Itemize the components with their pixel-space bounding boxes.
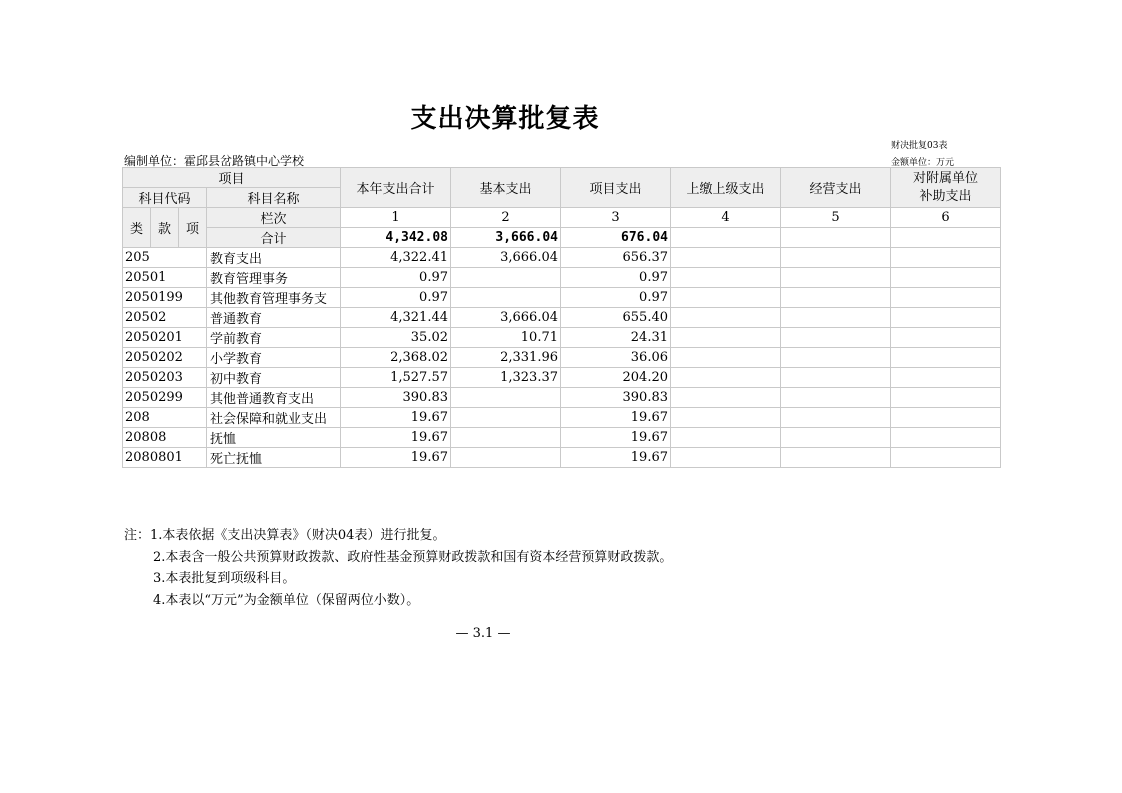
cell-business: [781, 328, 891, 348]
page-number: — 3.1 —: [455, 626, 511, 641]
cell-basic: [451, 268, 561, 288]
table-row: [123, 368, 1001, 388]
header-business: 经营支出: [781, 168, 891, 208]
cell-name: 学前教育: [207, 328, 341, 348]
cell-code: 2050299: [123, 388, 207, 408]
col-number: 1: [341, 208, 451, 228]
total-subsidy: [891, 228, 1001, 248]
totals-row: [123, 228, 1001, 248]
cell-upper: [671, 268, 781, 288]
cell-code: 2050199: [123, 288, 207, 308]
cell-subsidy: [891, 348, 1001, 368]
cell-code: 20502: [123, 308, 207, 328]
cell-code: 205: [123, 248, 207, 268]
cell-name: 其他普通教育支出: [207, 388, 341, 408]
total-amount: 4,342.08: [341, 228, 451, 248]
header-total: 本年支出合计: [341, 168, 451, 208]
note-1: 注：1.本表依据《支出决算表》（财决04表）进行批复。: [124, 528, 446, 543]
cell-project: 0.97: [561, 268, 671, 288]
note-3: 3.本表批复到项级科目。: [153, 571, 296, 586]
cell-name: 抚恤: [207, 428, 341, 448]
cell-project: 655.40: [561, 308, 671, 328]
col-number: 6: [891, 208, 1001, 228]
cell-code: 208: [123, 408, 207, 428]
cell-name: 教育支出: [207, 248, 341, 268]
header-item: 项目: [123, 168, 341, 188]
header-project: 项目支出: [561, 168, 671, 208]
cell-code: 20501: [123, 268, 207, 288]
cell-basic: [451, 428, 561, 448]
cell-subsidy: [891, 388, 1001, 408]
header-upper: 上缴上级支出: [671, 168, 781, 208]
cell-project: 24.31: [561, 328, 671, 348]
cell-subsidy: [891, 428, 1001, 448]
cell-name: 社会保障和就业支出: [207, 408, 341, 428]
cell-upper: [671, 348, 781, 368]
cell-project: 19.67: [561, 408, 671, 428]
cell-name: 死亡抚恤: [207, 448, 341, 468]
cell-basic: [451, 288, 561, 308]
cell-business: [781, 368, 891, 388]
cell-upper: [671, 448, 781, 468]
cell-total: 0.97: [341, 288, 451, 308]
cell-basic: 3,666.04: [451, 308, 561, 328]
header-code: 科目代码: [123, 188, 207, 208]
cell-basic: 10.71: [451, 328, 561, 348]
cell-project: 0.97: [561, 288, 671, 308]
table-row: [123, 288, 1001, 308]
cell-basic: [451, 388, 561, 408]
cell-upper: [671, 388, 781, 408]
cell-total: 4,321.44: [341, 308, 451, 328]
form-number: 财决批复03表: [891, 141, 948, 151]
cell-business: [781, 288, 891, 308]
cell-project: 19.67: [561, 428, 671, 448]
cell-total: 1,527.57: [341, 368, 451, 388]
cell-subsidy: [891, 368, 1001, 388]
cell-business: [781, 308, 891, 328]
table-row: [123, 348, 1001, 368]
cell-business: [781, 248, 891, 268]
cell-code: 2050203: [123, 368, 207, 388]
header-kuan: 款: [151, 208, 179, 248]
notes: [124, 525, 672, 611]
note-4: 4.本表以“万元”为金额单位（保留两位小数）。: [153, 592, 420, 608]
report-title: 支出决算批复表: [410, 104, 600, 134]
header-subsidy-line1: 对附属单位: [912, 170, 978, 186]
cell-upper: [671, 288, 781, 308]
cell-total: 2,368.02: [341, 348, 451, 368]
table-row: [123, 448, 1001, 468]
cell-total: 19.67: [341, 448, 451, 468]
cell-upper: [671, 428, 781, 448]
header-basic: 基本支出: [451, 168, 561, 208]
header-name: 科目名称: [207, 188, 341, 208]
table-row: [123, 328, 1001, 348]
cell-upper: [671, 328, 781, 348]
table-row: [123, 268, 1001, 288]
cell-name: 小学教育: [207, 348, 341, 368]
cell-upper: [671, 308, 781, 328]
cell-business: [781, 408, 891, 428]
header-sum: 合计: [207, 228, 341, 248]
cell-total: 390.83: [341, 388, 451, 408]
cell-name: 教育管理事务: [207, 268, 341, 288]
cell-business: [781, 268, 891, 288]
cell-subsidy: [891, 268, 1001, 288]
col-number: 5: [781, 208, 891, 228]
cell-subsidy: [891, 248, 1001, 268]
cell-code: 2050202: [123, 348, 207, 368]
cell-code: 2080801: [123, 448, 207, 468]
table-row: [123, 388, 1001, 408]
compiling-unit: 编制单位：霍邱县岔路镇中心学校: [124, 154, 305, 168]
table-row: [123, 308, 1001, 328]
expenditure-table: [122, 167, 1001, 468]
cell-upper: [671, 408, 781, 428]
header-lei: 类: [123, 208, 151, 248]
cell-total: 19.67: [341, 428, 451, 448]
cell-subsidy: [891, 408, 1001, 428]
cell-name: 其他教育管理事务支: [207, 288, 341, 308]
cell-name: 初中教育: [207, 368, 341, 388]
header-subsidy: [891, 168, 1001, 208]
cell-code: 2050201: [123, 328, 207, 348]
cell-name: 普通教育: [207, 308, 341, 328]
cell-subsidy: [891, 448, 1001, 468]
total-upper: [671, 228, 781, 248]
cell-total: 4,322.41: [341, 248, 451, 268]
cell-business: [781, 448, 891, 468]
note-2: 2.本表含一般公共预算财政拨款、政府性基金预算财政拨款和国有资本经营预算财政拨款。: [153, 549, 673, 565]
cell-business: [781, 348, 891, 368]
table-row: [123, 408, 1001, 428]
table-row: [123, 428, 1001, 448]
cell-total: 0.97: [341, 268, 451, 288]
cell-project: 656.37: [561, 248, 671, 268]
cell-subsidy: [891, 288, 1001, 308]
cell-basic: 3,666.04: [451, 248, 561, 268]
cell-basic: [451, 448, 561, 468]
cell-subsidy: [891, 328, 1001, 348]
cell-project: 19.67: [561, 448, 671, 468]
table-row: [123, 248, 1001, 268]
cell-total: 35.02: [341, 328, 451, 348]
cell-basic: [451, 408, 561, 428]
total-business: [781, 228, 891, 248]
amount-unit: 金额单位：万元: [891, 158, 955, 168]
total-basic: 3,666.04: [451, 228, 561, 248]
header-subsidy-line2: 补助支出: [919, 188, 972, 204]
cell-code: 20808: [123, 428, 207, 448]
cell-basic: 1,323.37: [451, 368, 561, 388]
cell-upper: [671, 368, 781, 388]
cell-business: [781, 388, 891, 408]
cell-business: [781, 428, 891, 448]
header-column: 栏次: [207, 208, 341, 228]
cell-subsidy: [891, 308, 1001, 328]
col-number: 3: [561, 208, 671, 228]
total-project: 676.04: [561, 228, 671, 248]
cell-project: 204.20: [561, 368, 671, 388]
cell-upper: [671, 248, 781, 268]
col-number: 2: [451, 208, 561, 228]
cell-basic: 2,331.96: [451, 348, 561, 368]
header-xiang: 项: [179, 208, 207, 248]
col-number: 4: [671, 208, 781, 228]
cell-total: 19.67: [341, 408, 451, 428]
cell-project: 36.06: [561, 348, 671, 368]
cell-project: 390.83: [561, 388, 671, 408]
